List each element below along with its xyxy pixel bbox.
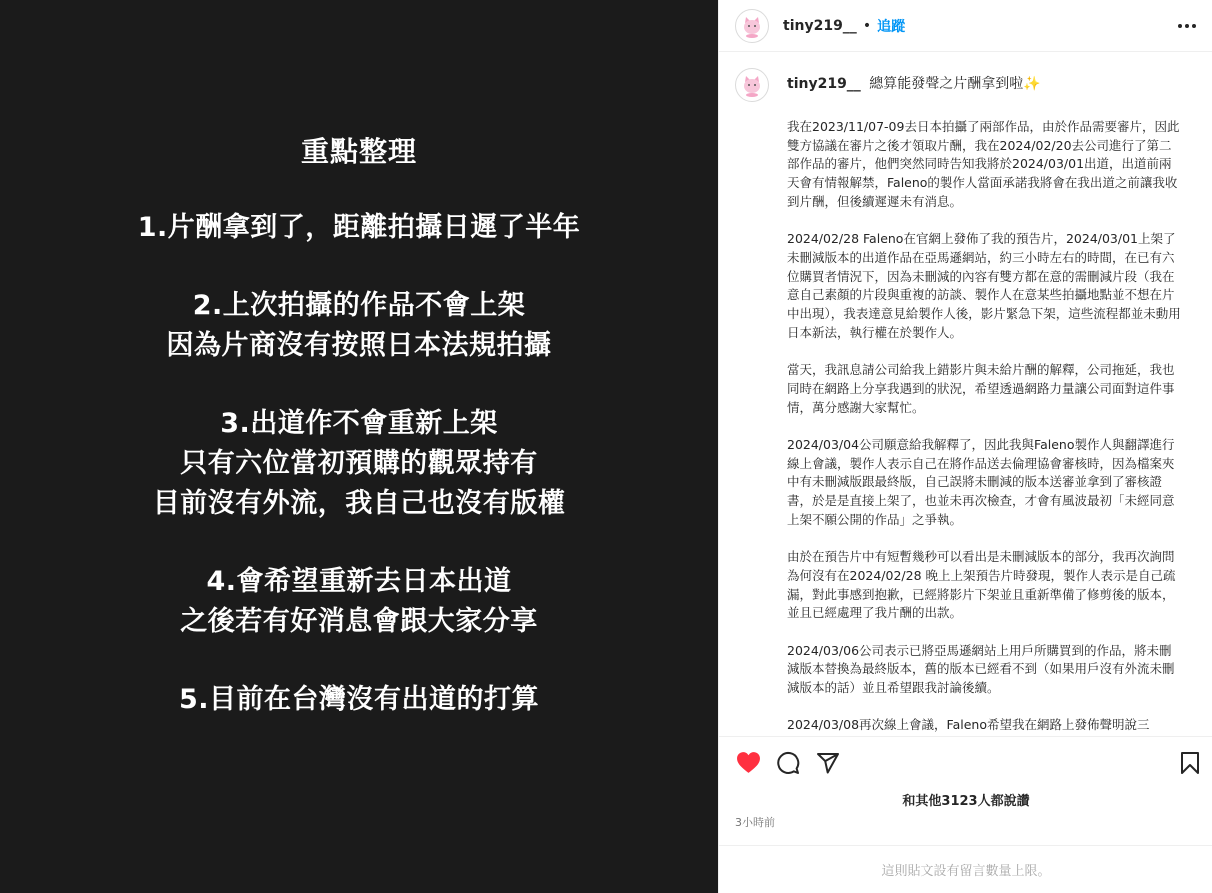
caption-body bbox=[787, 118, 1183, 735]
more-horizontal-icon[interactable] bbox=[1175, 14, 1199, 38]
image-line: 2.上次拍攝的作品不會上架 bbox=[192, 290, 526, 321]
bookmark-icon[interactable] bbox=[1177, 750, 1203, 776]
post-header bbox=[719, 0, 1212, 52]
caption-headline bbox=[787, 68, 1041, 94]
caption-header bbox=[735, 68, 1197, 102]
comment-icon[interactable] bbox=[775, 750, 801, 776]
comments-limited-notice: 這則貼文設有留言數量上限。 bbox=[719, 845, 1212, 893]
caption-paragraph: 2024/03/06公司表示已將亞馬遜網站上用戶所購買到的作品，將未刪減版本替換為最終版本，舊的版本已經看不到（如果用戶沒有外流未刪減版本的話）並且希望跟我討論後續。 bbox=[787, 642, 1175, 696]
share-icon[interactable] bbox=[815, 750, 841, 776]
image-line: 4.會希望重新去日本出道 bbox=[206, 566, 512, 597]
image-point-2 bbox=[167, 286, 552, 366]
avatar-cat-icon bbox=[737, 11, 767, 41]
caption-paragraph: 2024/02/28 Faleno在官網上發佈了我的預告片，2024/03/01上架了未刪減版本的出道作品在亞馬遜網站，約三小時左右的時間，在已有六位購買者情況下，因為未刪減的內容有雙方都在意的需刪減片段（我在意自己素顏的片段與重複的訪談、製作人在意某些拍攝地點並不想在片中出現），我表達意見給製作人後，影片緊急下架，這些流程都並未動用日本新法，執行權在於製作人。 bbox=[787, 231, 1181, 340]
follow-button[interactable]: 追蹤 bbox=[877, 18, 906, 35]
image-line: 5.目前在台灣沒有出道的打算 bbox=[178, 684, 540, 715]
header-username[interactable]: tiny219__ bbox=[783, 17, 857, 34]
caption-paragraph: 2024/03/08再次線上會議，Faleno希望我在網路上發佈聲明說三 bbox=[787, 717, 1150, 733]
caption-paragraph: 2024/03/04公司願意給我解釋了，因此我與Faleno製作人與翻譯進行線上會議，製作人表示自己在將作品送去倫理協會審核時，因為檔案夾中有未刪減版跟最終版，自己誤將未刪減的版本送審並拿到了審核證書，於是是直接上架了，也並未再次檢查，才會有風波最初「未經同意上架不願公開的作品」之爭執。 bbox=[787, 436, 1175, 527]
caption-username[interactable]: tiny219__ bbox=[787, 76, 861, 92]
heart-filled-icon[interactable] bbox=[735, 750, 761, 776]
image-title: 重點整理 bbox=[300, 135, 417, 168]
image-line: 目前沒有外流，我自己也沒有版權 bbox=[152, 488, 566, 519]
image-line: 只有六位當初預購的觀眾持有 bbox=[180, 448, 538, 479]
image-line: 之後若有好消息會跟大家分享 bbox=[180, 606, 538, 637]
image-line: 3.出道作不會重新上架 bbox=[220, 408, 498, 439]
avatar[interactable] bbox=[735, 9, 769, 43]
image-point-3 bbox=[153, 404, 566, 524]
caption-paragraph: 我在2023/11/07-09去日本拍攝了兩部作品，由於作品需要審片，因此雙方協議在審片之後才領取片酬，我在2024/02/20去公司進行了第二部作品的審片，他們突然同時告知我將於2024/03/01出道，出道前兩天會有情報解禁，Faleno的製作人當面承諾我將會在我出道之前讓我收到片酬，但後續遲遲未有消息。 bbox=[787, 119, 1180, 209]
comments-area[interactable] bbox=[719, 54, 1212, 736]
image-point-4 bbox=[180, 562, 538, 642]
image-point-1 bbox=[138, 208, 581, 248]
action-bar bbox=[719, 736, 1212, 788]
image-line: 因為片商沒有按照日本法規拍攝 bbox=[166, 330, 552, 361]
post-timestamp[interactable]: 3小時前 bbox=[735, 816, 775, 829]
caption-paragraph: 由於在預告片中有短暫幾秒可以看出是未刪減版本的部分，我再次詢問為何沒有在2024/02/28 晚上上架預告片時發現，製作人表示是自己疏漏，對此事感到抱歉，已經將影片下架並且重新準備了修剪後的版本，並且已經處理了我片酬的出款。 bbox=[787, 549, 1176, 621]
image-point-5 bbox=[179, 680, 539, 720]
avatar-cat-icon bbox=[737, 70, 767, 100]
separator-dot: • bbox=[862, 17, 872, 34]
post-side-panel bbox=[718, 0, 1212, 893]
likes-count[interactable]: 和其他3123人都說讚 bbox=[902, 794, 1030, 809]
caption-paragraph: 當天，我訊息請公司給我上錯影片與未給片酬的解釋，公司拖延，我也同時在網路上分享我遇到的狀況，希望透過網路力量讓公司面對這件事情，萬分感謝大家幫忙。 bbox=[787, 362, 1175, 415]
caption-avatar[interactable] bbox=[735, 68, 769, 102]
image-line: 1.片酬拿到了，距離拍攝日遲了半年 bbox=[137, 212, 581, 243]
caption-headline-text: 總算能發聲之片酬拿到啦✨ bbox=[869, 76, 1041, 92]
